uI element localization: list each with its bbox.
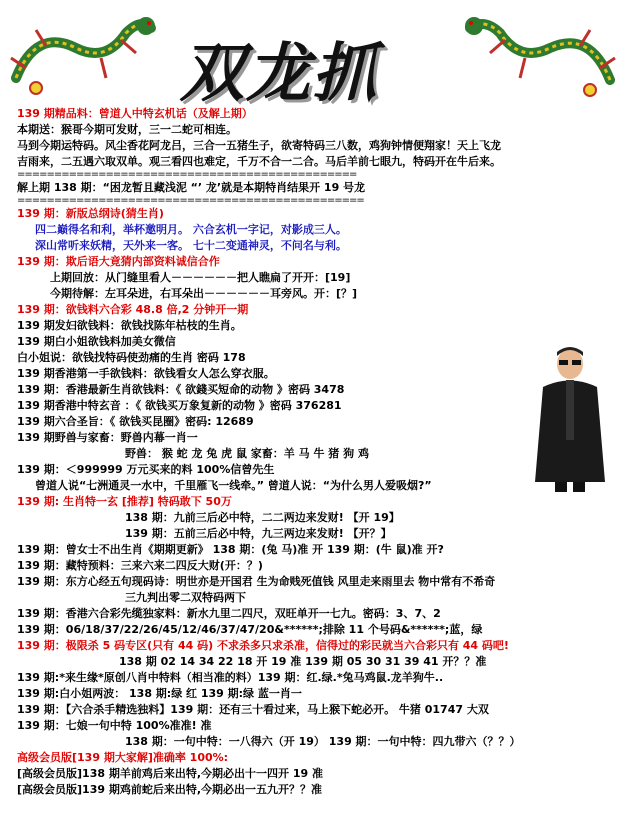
- text-line: 139 期：＜999999 万元买来的料 100%信曾先生: [17, 463, 275, 476]
- text-line: 139 期: 生肖特一玄 [推荐] 特码敢下 50万: [17, 495, 232, 508]
- text-line: [高级会员版]139 期鸡前蛇后来出特,今期必出一五九开？？准: [17, 783, 323, 796]
- text-line: 138 期 02 14 34 22 18 开 19 准 139 期 05 30 31 39 41 开？？准: [119, 655, 487, 668]
- text-line: 本期送：猴哥今期可发财，三一二蛇可相连。: [17, 123, 237, 136]
- dragon-left-icon: [6, 8, 156, 98]
- header-banner: [0, 0, 626, 111]
- text-line: 139 期白小姐欲钱料加美女微信: [17, 335, 176, 348]
- text-line: 三九判出零二双特码两下: [125, 591, 246, 604]
- text-line: 138 期：九前三后必中特，二二两边来发财! 【开 19】: [125, 511, 400, 524]
- text-line: 139 期：五前三后必中特，九三两边来发财! 【开？】: [125, 527, 392, 540]
- text-line: 139 期：藏特预料：三来六来二四反大财(开：？): [17, 559, 263, 572]
- text-line: 139 期：七娘一句中特 100%准准! 准: [17, 719, 212, 732]
- text-line: 高级会员版[139 期大家解]准确率 100%:: [17, 751, 229, 764]
- text-line: 139 期：东方心经五句现码诗：明世亦是开国君 生为命贱死值钱 风里走来雨里去 物中常有不希奇: [17, 575, 496, 588]
- text-line: 139 期精品料：曾道人中特玄机话（及解上期）: [17, 107, 253, 120]
- page-title: 双龙抓: [180, 36, 378, 111]
- text-line: 138 期：一句中特：一八得六（开 19） 139 期：一句中特：四九带六（？？）: [125, 735, 521, 748]
- text-line: 马到今期运特码。风尘香花阿龙吕，三合一五猪生子，欲寄特码三八数，鸡狗钟情便翔家！天上飞龙: [17, 139, 501, 152]
- text-line: 139 期：【六合杀手精选独料】139 期：还有三十看过来，马上猴下蛇必开。 牛猪 01747 大双: [17, 703, 489, 716]
- text-line: 139 期六合圣旨：《 欲钱买昆圈》密码: 12689: [17, 415, 254, 428]
- text-line: 四二巅得名和利，举杯邀明月。 六合玄机一字记，对影成三人。: [35, 223, 347, 236]
- text-line: 139 期野兽与家畜：野兽内幕一肖一: [17, 431, 198, 444]
- text-line: 白小姐说：欲钱找特码使劲痛的生肖 密码 178: [17, 351, 246, 364]
- text-line: 139 期:白小姐两波： 138 期:绿 红 139 期:绿 蓝一肖一: [17, 687, 302, 700]
- text-line: 解上期 138 期：“困龙暂且藏浅泥 “’ 龙’就是本期特肖结果开 19 号龙: [17, 181, 366, 194]
- text-line: 139 期：欲钱料六合彩 48.8 倍,2 分钟开一期: [17, 303, 249, 316]
- text-line: 139 期发妇欲钱料：欲钱找陈年枯枝的生肖。: [17, 319, 242, 332]
- text-line: 上期回放：从门缝里看人－－－－－－把人瞧扁了开开：[19]: [50, 271, 351, 284]
- separator-line: ===============================================: [17, 196, 364, 206]
- text-line: 139 期香港第一手欲钱料：欲钱看女人怎么穿衣服。: [17, 367, 275, 380]
- dragon-right-icon: [450, 8, 620, 100]
- text-line: 曾道人说“七洲通灵一水中，千里雁飞一线牵。” 曾道人说：“为什么男人爱吸烟?”: [35, 479, 432, 492]
- text-line: 野兽： 猴 蛇 龙 兔 虎 鼠 家畜：羊 马 牛 猪 狗 鸡: [125, 447, 369, 460]
- text-line: 139 期香港中特玄音 ：《 欲钱买万象复新的动物 》密码 376281: [17, 399, 342, 412]
- text-line: [高级会员版]138 期羊前鸡后来出特,今期必出十一四开 19 准: [17, 767, 323, 780]
- text-line: 今期待解：左耳朵进，右耳朵出－－－－－－耳旁风。开：[？]: [50, 287, 358, 300]
- text-line: 139 期:*来生缘*原创八肖中特料（相当准的料）139 期：红.绿.*兔马鸡鼠.龙羊狗牛..: [17, 671, 444, 684]
- text-line: 139 期：香港六合彩先缆独家料：新水九里二四尺，双旺单开一七九。密码：3、7、2: [17, 607, 441, 620]
- man-portrait-image: [525, 342, 615, 492]
- text-line: 139 期：新版总纲诗(猜生肖): [17, 207, 164, 220]
- text-line: 深山常听来妖精，天外来一客。 七十二变通神灵，不问名与利。: [35, 239, 347, 252]
- separator-line: ==============================================: [17, 170, 357, 180]
- text-line: 139 期：06/18/37/22/26/45/12/46/37/47/20&******;排除 11 个号码&******;蓝，绿: [17, 623, 483, 636]
- text-line: 139 期：欺后语大竟猜内部资料诚信合作: [17, 255, 220, 268]
- text-line: 139 期：极限杀 5 码专区(只有 44 码) 不求杀多只求杀准，信得过的彩民就当六合彩只有 44 码吧!: [17, 639, 509, 652]
- text-line: 139 期：香港最新生肖欲钱料：《 欲錢买短命的动物 》密码 3478: [17, 383, 345, 396]
- text-line: 吉雨来，二五遇六取双单。观三看四也难定，千万不合一二合。马后羊前七眼九，特码开在牛后来。: [17, 155, 501, 168]
- text-line: 139 期：曾女士不出生肖《期期更新》 138 期：(兔 马)准 开 139 期：(牛 鼠)准 开?: [17, 543, 444, 556]
